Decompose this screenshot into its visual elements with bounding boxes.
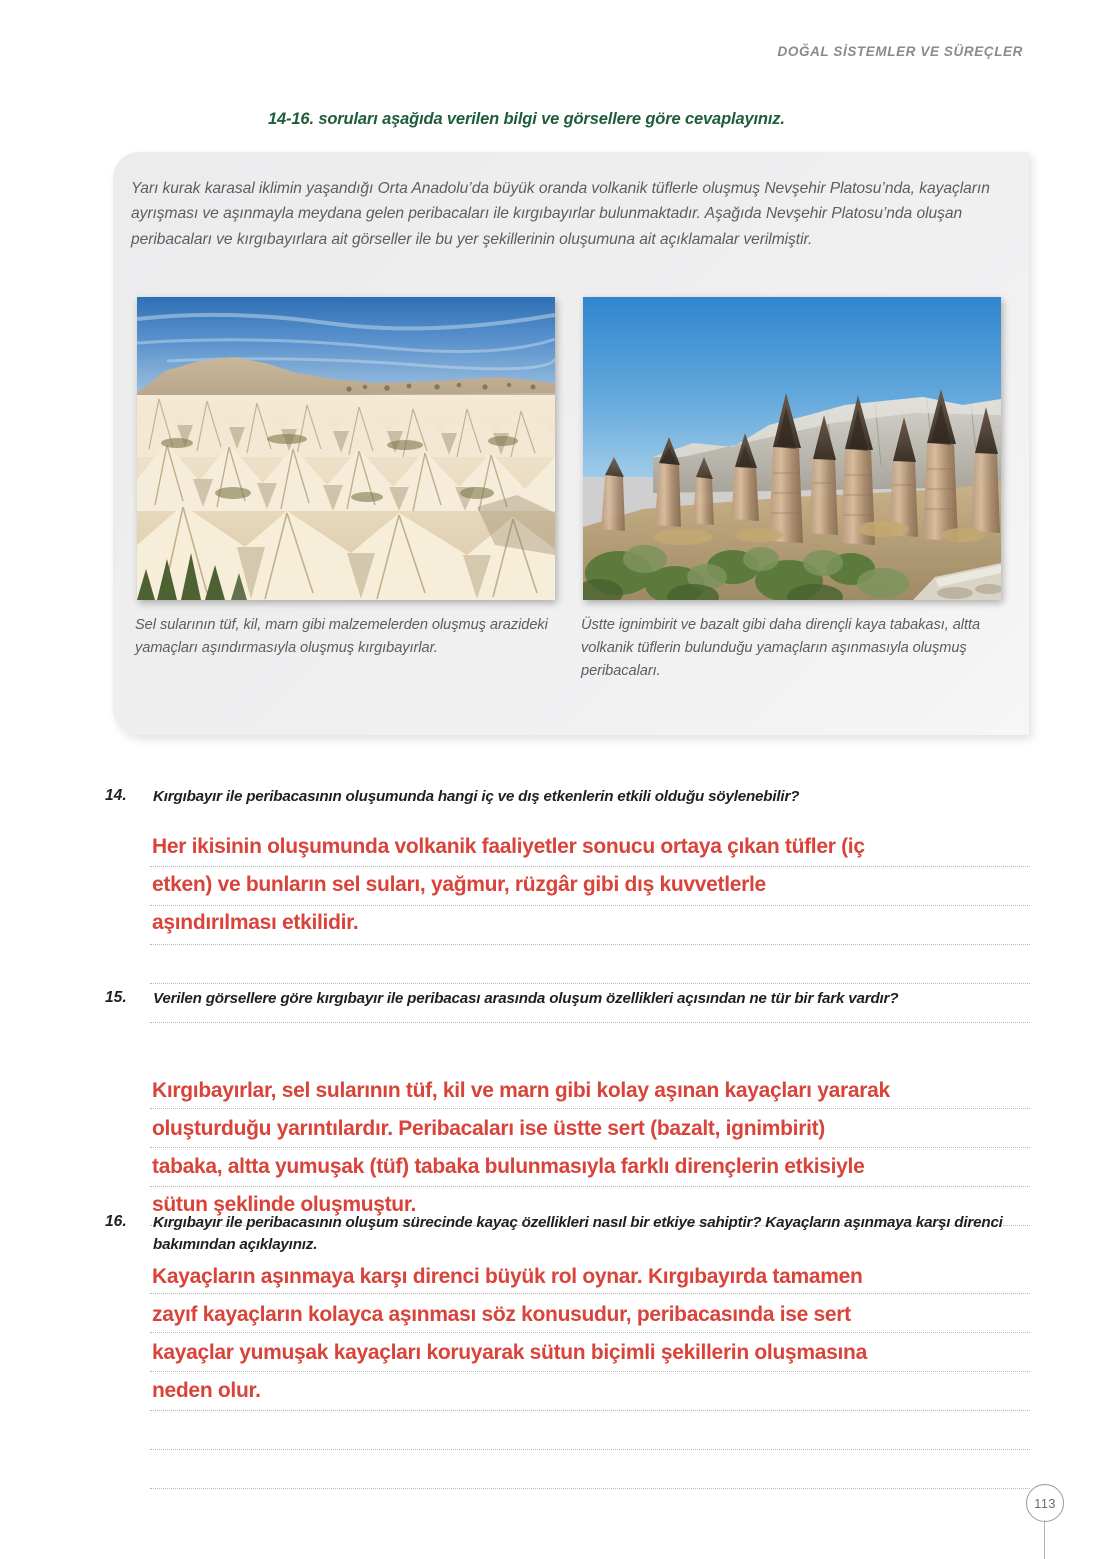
answer-14[interactable]: [152, 828, 1032, 942]
answer-line: aşındırılması etkilidir.: [152, 911, 359, 934]
instruction-line: 14-16. soruları aşağıda verilen bilgi ve görsellere göre cevaplayınız.: [268, 110, 785, 128]
question-15-text: Verilen görsellere göre kırgıbayır ile peribacası arasında oluşum özellikleri açısından ne tür bir fark vardır?: [153, 990, 899, 1007]
answer-line: oluşturduğu yarıntılardır. Peribacaları ise üstte sert (bazalt, ignimbirit): [152, 1117, 825, 1140]
answer-line: Her ikisinin oluşumunda volkanik faaliyetler sonucu ortaya çıkan tüfler (iç: [152, 835, 865, 858]
section-title: DOĞAL SİSTEMLER VE SÜREÇLER: [777, 44, 1023, 59]
kirgibayir-photo: [137, 297, 555, 600]
peribacasi-photo: [583, 297, 1001, 600]
answer-line: kayaçlar yumuşak kayaçları koruyarak sütun biçimli şekillerin oluşmasına: [152, 1341, 867, 1364]
answer-15[interactable]: [152, 1072, 1032, 1224]
answer-line: zayıf kayaçların kolayca aşınması söz konusudur, peribacasında ise sert: [152, 1303, 851, 1326]
question-15: [105, 988, 1033, 1010]
page-number-badge: [1026, 1484, 1070, 1559]
question-16: [105, 1212, 1033, 1255]
question-14: [105, 786, 1033, 808]
question-16-text: Kırgıbayır ile peribacasının oluşum sürecinde kayaç özellikleri nasıl bir etkiye sahiptir? Kayaçların aşınmaya karşı direnci bakımından açıklayınız.: [153, 1214, 1003, 1253]
question-15-number: 15.: [105, 989, 127, 1006]
answer-line: Kayaçların aşınmaya karşı direnci büyük rol oynar. Kırgıbayırda tamamen: [152, 1265, 863, 1288]
answer-16[interactable]: [152, 1258, 1032, 1410]
page-number-stem: [1044, 1520, 1045, 1559]
peribacasi-photo-caption: Üstte ignimbirit ve bazalt gibi daha dirençli kaya tabakası, altta volkanik tüflerin bulunduğu yamaçların aşınmasıyla oluşmuş peribacaları.: [581, 617, 981, 680]
question-16-number: 16.: [105, 1213, 127, 1230]
answer-line: neden olur.: [152, 1379, 261, 1402]
page-number: 113: [1026, 1484, 1064, 1522]
question-14-text: Kırgıbayır ile peribacasının oluşumunda hangi iç ve dış etkenlerin etkili olduğu söylenebilir?: [153, 788, 800, 805]
answer-line: tabaka, altta yumuşak (tüf) tabaka bulunmasıyla farklı dirençlerin etkisiyle: [152, 1155, 865, 1178]
kirgibayir-photo-caption: Sel sularının tüf, kil, marn gibi malzemelerden oluşmuş arazideki yamaçları aşındırmasıyla oluşmuş kırgıbayırlar.: [135, 617, 548, 657]
rule-line: [150, 1411, 1030, 1450]
answer-line: Kırgıbayırlar, sel sularının tüf, kil ve marn gibi kolay aşınan kayaçları yararak: [152, 1079, 890, 1102]
info-paragraph: Yarı kurak karasal iklimin yaşandığı Orta Anadolu’da büyük oranda volkanik tüflerle oluşmuş Nevşehir Platosu’nda, kayaçların ayrışması ve aşınmayla meydana gelen peribacaları ile kırgıbayırlar bulunmaktadır. Aşağıda Nevşehir Platosu’nda oluşan peribacaları ve kırgıbayırlara ait görseller ile bu yer şekillerinin oluşumuna ait açıklamalar verilmiştir.: [131, 180, 990, 248]
info-card: [113, 152, 1029, 735]
rule-line: [150, 1450, 1030, 1489]
rule-line: [150, 945, 1030, 984]
answer-line: sütun şeklinde oluşmuştur.: [152, 1193, 417, 1216]
answer-line: etken) ve bunların sel suları, yağmur, rüzgâr gibi dış kuvvetlerle: [152, 873, 766, 896]
question-14-number: 14.: [105, 787, 127, 804]
